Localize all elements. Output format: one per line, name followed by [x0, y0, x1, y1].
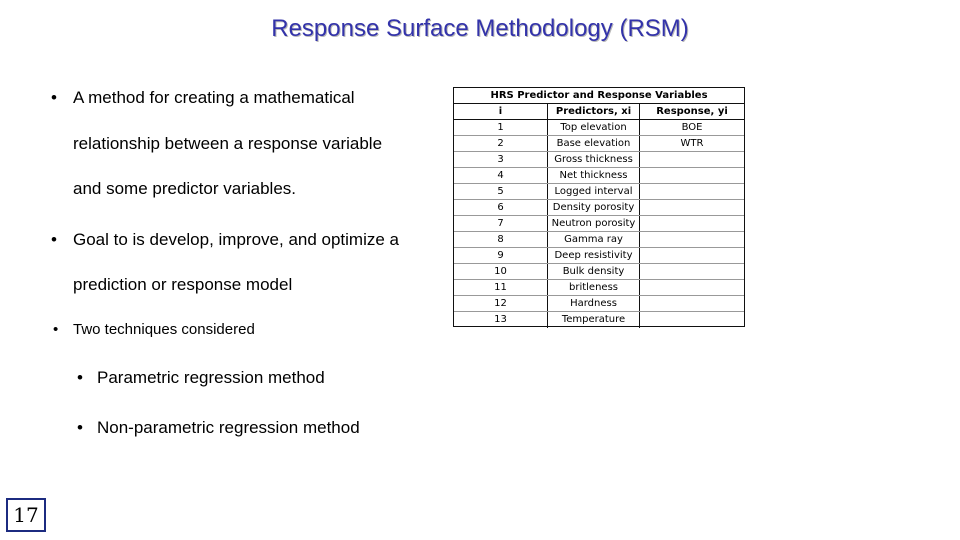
table-cell — [640, 312, 744, 328]
table-cell: Net thickness — [548, 168, 640, 183]
table-cell — [640, 280, 744, 295]
bullet-item — [51, 88, 355, 108]
table-cell: Bulk density — [548, 264, 640, 279]
table-cell — [640, 152, 744, 167]
bullet-text: relationship between a response variable — [73, 134, 383, 153]
variables-table — [453, 87, 745, 327]
table-row — [454, 216, 744, 232]
table-cell: Logged interval — [548, 184, 640, 199]
table-cell: britleness — [548, 280, 640, 295]
table-cell: 8 — [454, 232, 548, 247]
table-cell: 6 — [454, 200, 548, 215]
table-row — [454, 184, 744, 200]
table-cell: Gross thickness — [548, 152, 640, 167]
table-body — [454, 120, 744, 328]
table-cell: 5 — [454, 184, 548, 199]
table-cell: 11 — [454, 280, 548, 295]
bullet-text: Parametric regression method — [97, 368, 325, 387]
bullet-continuation — [73, 134, 382, 154]
bullet-text: Goal to is develop, improve, and optimize a — [73, 230, 400, 249]
table-cell: Deep resistivity — [548, 248, 640, 263]
table-cell: 13 — [454, 312, 548, 328]
table-cell: Base elevation — [548, 136, 640, 151]
table-row — [454, 136, 744, 152]
table-row — [454, 248, 744, 264]
bullet-text: and some predictor variables. — [73, 179, 297, 198]
table-row — [454, 168, 744, 184]
slide-number: 17 — [6, 498, 46, 532]
table-row — [454, 120, 744, 136]
bullet-text: Two techniques considered — [73, 321, 255, 338]
table-cell: 12 — [454, 296, 548, 311]
table-cell — [640, 232, 744, 247]
table-cell: 1 — [454, 120, 548, 135]
sub-bullet-item — [77, 368, 325, 388]
bullet-marker: • — [77, 418, 83, 437]
table-caption: HRS Predictor and Response Variables — [454, 88, 744, 104]
table-cell: Top elevation — [548, 120, 640, 135]
bullet-marker: • — [51, 88, 57, 107]
table-cell: BOE — [681, 122, 703, 133]
table-cell: Gamma ray — [548, 232, 640, 247]
column-header: i — [454, 104, 548, 119]
table-cell — [640, 168, 744, 183]
sub-bullet-item — [77, 418, 360, 438]
table-header-row — [454, 104, 744, 120]
table-row — [454, 152, 744, 168]
table-row — [454, 200, 744, 216]
table-cell — [640, 184, 744, 199]
bullet-item — [53, 321, 255, 338]
table-cell: 4 — [454, 168, 548, 183]
table-cell: Neutron porosity — [548, 216, 640, 231]
bullet-continuation — [73, 179, 296, 199]
table-cell: Temperature — [548, 312, 640, 328]
table-row — [454, 312, 744, 328]
table-row — [454, 232, 744, 248]
table-cell: 7 — [454, 216, 548, 231]
bullet-marker: • — [51, 230, 57, 249]
table-cell: 2 — [454, 136, 548, 151]
slide-title: Response Surface Methodology (RSM) — [271, 15, 689, 42]
bullet-item — [51, 230, 400, 250]
table-cell: 9 — [454, 248, 548, 263]
table-cell: Hardness — [548, 296, 640, 311]
table-cell: 10 — [454, 264, 548, 279]
table-row — [454, 296, 744, 312]
bullet-text: prediction or response model — [73, 275, 293, 294]
table-cell — [640, 296, 744, 311]
bullet-text: A method for creating a mathematical — [73, 88, 355, 107]
bullet-text: Non-parametric regression method — [97, 418, 360, 437]
table-cell: Density porosity — [548, 200, 640, 215]
column-header: Response, yi — [656, 106, 728, 117]
bullet-continuation — [73, 275, 292, 295]
table-cell — [640, 264, 744, 279]
bullet-marker: • — [53, 321, 59, 338]
table-cell: WTR — [680, 138, 704, 149]
table-cell — [640, 248, 744, 263]
column-header: Predictors, xi — [548, 104, 640, 119]
table-row — [454, 264, 744, 280]
table-cell — [640, 216, 744, 231]
bullet-marker: • — [77, 368, 83, 387]
table-row — [454, 280, 744, 296]
table-cell: 3 — [454, 152, 548, 167]
table-cell — [640, 200, 744, 215]
